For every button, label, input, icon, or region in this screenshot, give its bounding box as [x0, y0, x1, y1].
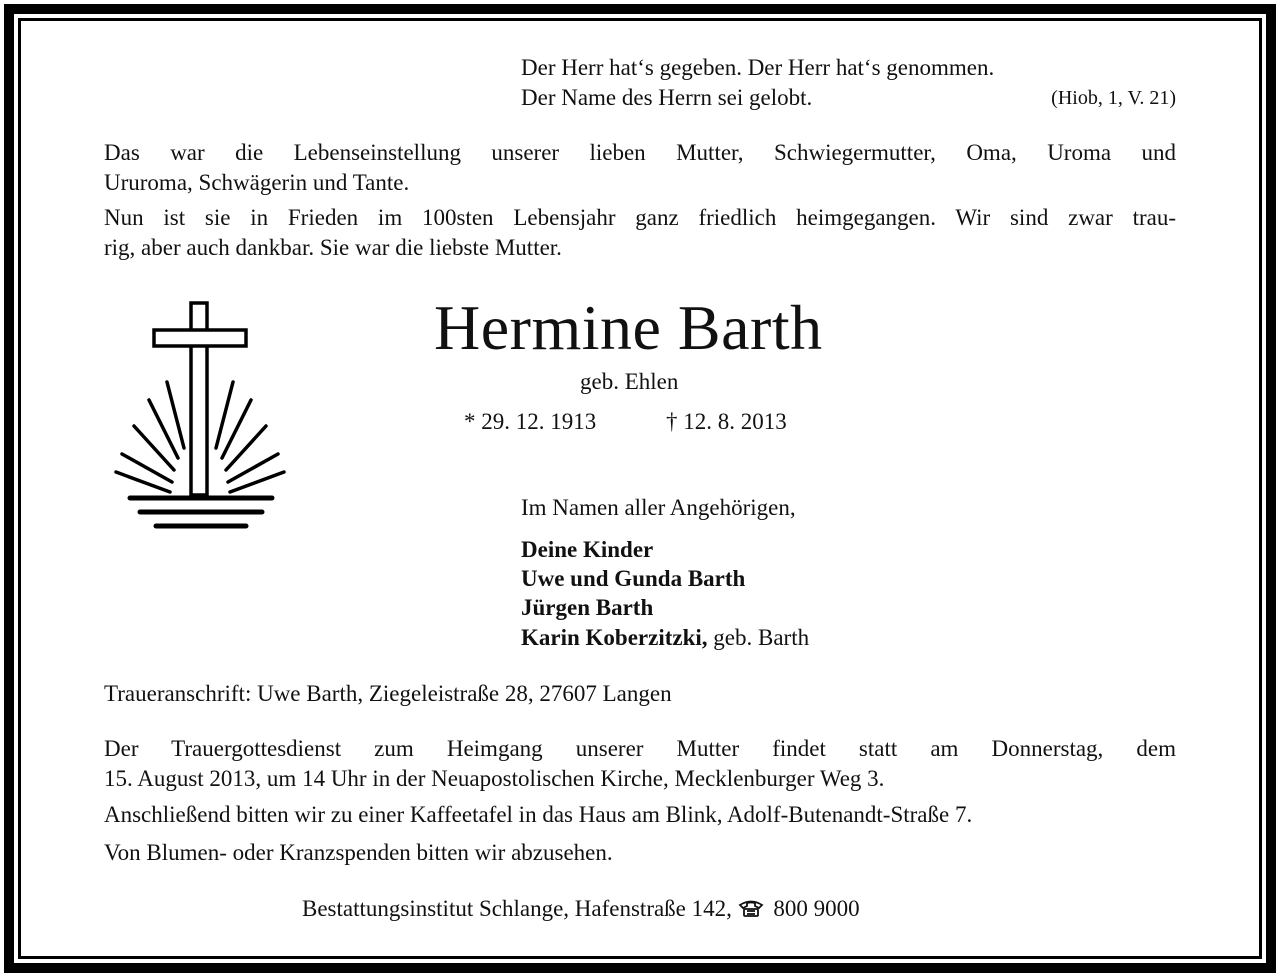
death-date: † 12. 8. 2013 — [666, 409, 787, 434]
motto-line-2: Der Name des Herrn sei gelobt. — [521, 85, 813, 110]
motto-line-1: Der Herr hat‘s gegeben. Der Herr hat‘s genommen. — [521, 55, 995, 80]
service-line-1: Der Trauergottesdienst zum Heimgang unserer Mutter findet statt am Donnerstag, dem — [104, 736, 1176, 761]
funeral-home — [302, 894, 860, 924]
mourning-address: Traueranschrift: Uwe Barth, Ziegeleistraße 28, 27607 Langen — [104, 681, 672, 706]
service-line-4: Von Blumen- oder Kranzspenden bitten wir abzusehen. — [104, 840, 613, 865]
family-intro: Im Namen aller Angehörigen, — [521, 495, 796, 520]
telephone-icon — [738, 898, 764, 918]
intro-line-2: Ururoma, Schwägerin und Tante. — [104, 170, 410, 195]
intro-line-1: Das war die Lebenseinstellung unserer lieben Mutter, Schwiegermutter, Oma, Uroma und — [104, 140, 1176, 165]
maiden-name: geb. Ehlen — [580, 369, 679, 394]
family-line-4 — [521, 623, 809, 653]
service-line-3: Anschließend bitten wir zu einer Kaffeetafel in das Haus am Blink, Adolf-Butenandt-Straße 7. — [104, 802, 973, 827]
family-line-4-suffix: geb. Barth — [707, 625, 810, 650]
family-line-1: Deine Kinder — [521, 537, 654, 562]
intro-line-3: Nun ist sie in Frieden im 100sten Lebensjahr ganz friedlich heimgegangen. Wir sind zwar trau- — [104, 205, 1176, 230]
funeral-home-phone: 800 9000 — [773, 896, 860, 921]
service-line-2: 15. August 2013, um 14 Uhr in der Neuapostolischen Kirche, Mecklenburger Weg 3. — [104, 766, 885, 791]
intro-line-4: rig, aber auch dankbar. Sie war die liebste Mutter. — [104, 235, 562, 260]
family-line-3: Jürgen Barth — [521, 595, 654, 620]
cross-sunrise-icon — [112, 300, 290, 536]
deceased-name: Hermine Barth — [434, 292, 823, 363]
family-line-4-name: Karin Koberzitzki, — [521, 625, 708, 650]
bible-reference: (Hiob, 1, V. 21) — [1051, 87, 1176, 109]
funeral-home-text: Bestattungsinstitut Schlange, Hafenstraße 142, — [302, 896, 732, 921]
family-line-2: Uwe und Gunda Barth — [521, 566, 746, 591]
birth-date: * 29. 12. 1913 — [464, 409, 597, 434]
